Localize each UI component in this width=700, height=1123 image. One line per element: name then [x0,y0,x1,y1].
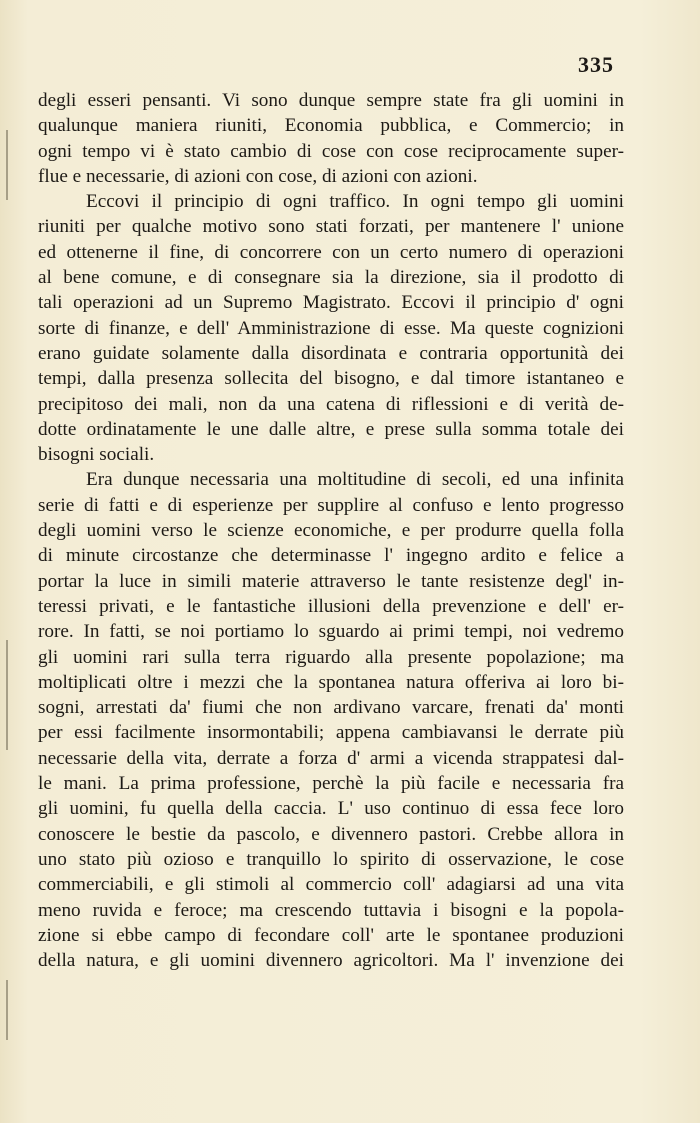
text-line: ed ottenerne il fine, di concorrere con un certo numero di operazioni [38,241,624,263]
text-line: rore. In fatti, se noi portiamo lo sguardo ai primi tempi, noi vedremo [38,621,624,643]
paragraph [38,88,624,189]
text-line: le mani. La prima professione, perchè la più facile e necessaria fra [38,773,624,795]
text-line: moltiplicati oltre i mezzi che la spontanea natura offeriva ai loro bi- [38,671,624,693]
text-line: flue e necessarie, di azioni con cose, di azioni con azioni. [38,165,478,187]
text-line: gli uomini, fu quella della caccia. L' uso continuo di essa fece loro [38,798,624,820]
body-text [38,88,624,973]
spine-shadow [6,980,8,1040]
text-line: dotte ordinatamente le une dalle altre, e prese sulla somma totale dei [38,418,624,440]
text-line: portar la luce in simili materie attraverso le tante resistenze degl' in- [38,570,624,592]
spine-shadow [6,130,8,200]
text-line: per essi facilmente insormontabili; appena cambiavansi le derrate più [38,722,624,744]
text-line: degli uomini verso le scienze economiche, e per produrre quella folla [38,520,624,542]
text-line: erano guidate solamente dalla disordinata e contraria opportunità dei [38,342,624,364]
text-line: serie di fatti e di esperienze per supplire al confuso e lento progresso [38,494,624,516]
text-line: meno ruvida e feroce; ma crescendo tuttavia i bisogni e la popola- [38,899,624,921]
page-number: 335 [578,52,614,77]
text-line: qualunque maniera riuniti, Economia pubblica, e Commercio; in [38,115,624,137]
text-line: Eccovi il principio di ogni traffico. In ogni tempo gli uomini [86,191,624,213]
text-line: commerciabili, e gli stimoli al commercio coll' adagiarsi ad una vita [38,874,624,896]
text-line: riuniti per qualche motivo sono stati forzati, per mantenere l' unione [38,216,624,238]
text-line: tempi, dalla presenza sollecita del bisogno, e dal timore istantaneo e [38,368,624,390]
text-line: uno stato più ozioso e tranquillo lo spirito di osservazione, le cose [38,848,624,870]
text-line: di minute circostanze che determinasse l' ingegno ardito e felice a [38,545,624,567]
text-line: ogni tempo vi è stato cambio di cose con cose reciprocamente super- [38,140,624,162]
text-line: gli uomini rari sulla terra riguardo alla presente popolazione; ma [38,646,624,668]
paragraph [38,467,624,973]
text-line: bisogni sociali. [38,444,155,466]
paragraph [38,189,624,467]
spine-shadow [6,640,8,750]
text-line: teressi privati, e le fantastiche illusioni della prevenzione e dell' er- [38,595,624,617]
text-line: tali operazioni ad un Supremo Magistrato. Eccovi il principio d' ogni [38,292,624,314]
text-line: zione si ebbe campo di fecondare coll' arte le spontanee produzioni [38,924,624,946]
text-line: precipitoso dei mali, non da una catena di riflessioni e di verità de- [38,393,624,415]
text-line: conoscere le bestie da pascolo, e divennero pastori. Crebbe allora in [38,823,624,845]
text-line: degli esseri pensanti. Vi sono dunque sempre state fra gli uomini in [38,90,624,111]
text-line: necessarie della vita, derrate a forza d' armi a vicenda strappatesi dal- [38,747,624,769]
text-line: sogni, arrestati da' fiumi che non ardivano varcare, frenati da' monti [38,697,624,719]
text-line: al bene comune, e di consegnare sia la direzione, sia il prodotto di [38,267,624,289]
text-line: sorte di finanze, e dell' Amministrazione di esse. Ma queste cognizioni [38,317,624,339]
text-line: Era dunque necessaria una moltitudine di secoli, ed una infinita [86,469,624,491]
text-line: della natura, e gli uomini divennero agricoltori. Ma l' invenzione dei [38,950,624,972]
